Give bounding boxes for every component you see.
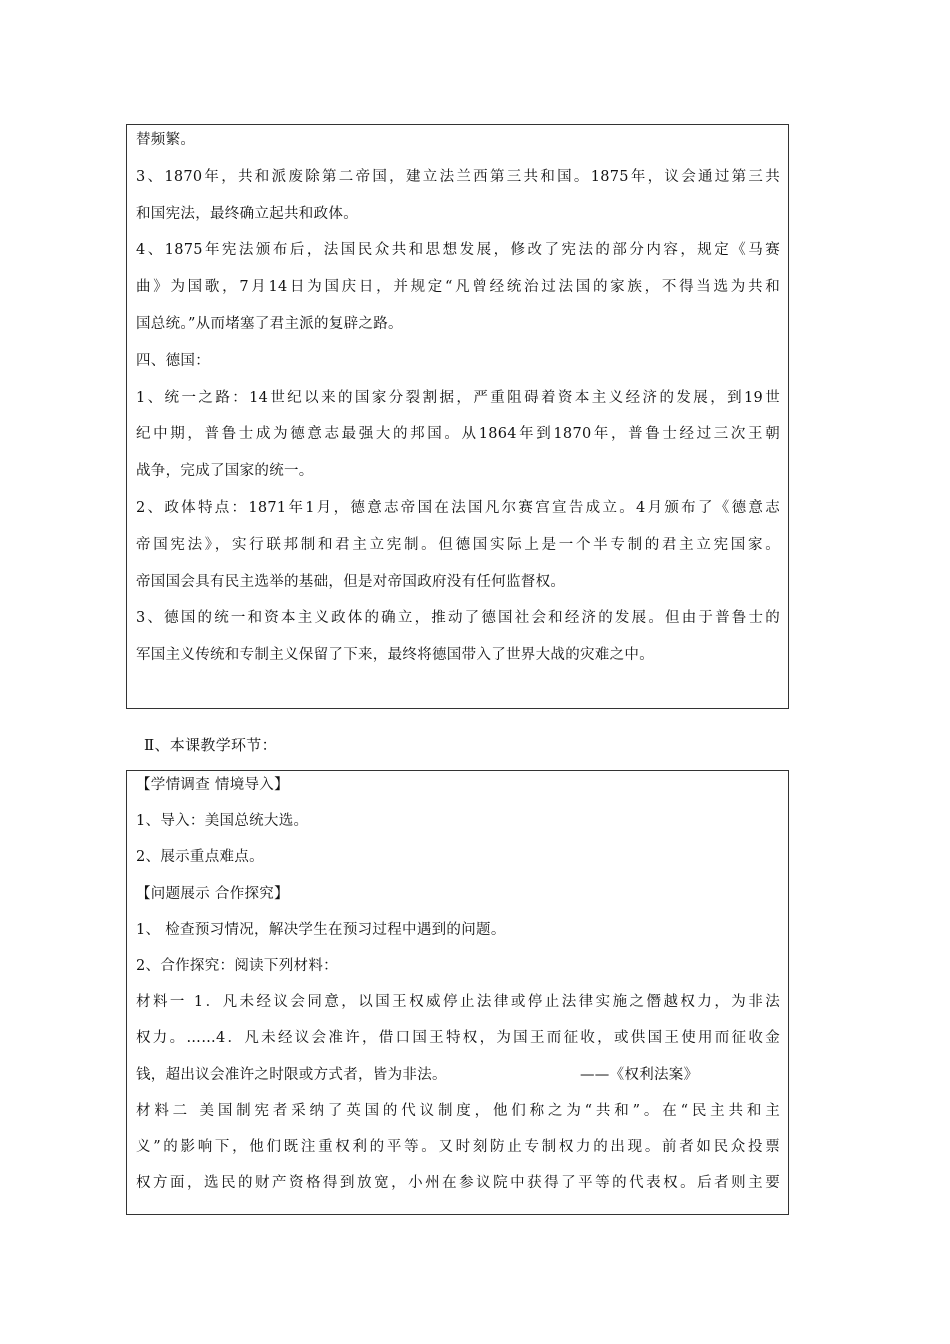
text-line: 1、导入：美国总统大选。 (136, 813, 309, 830)
text-line: 2、政体特点：1871年1月，德意志帝国在法国凡尔赛宫宣告成立。4月颁布了《德意志 (136, 499, 780, 516)
text-line: 纪中期，普鲁士成为德意志最强大的邦国。从1864年到1870年，普鲁士经过三次王朝 (136, 426, 780, 443)
text-line: 【问题展示 合作探究】 (136, 885, 289, 902)
text-line: 2、展示重点难点。 (136, 849, 264, 866)
text-line: 3、1870年，共和派废除第二帝国，建立法兰西第三共和国。1875年，议会通过第三共 (136, 168, 780, 185)
text-line: 1、 检查预习情况，解决学生在预习过程中遇到的问题。 (136, 921, 506, 938)
text-line: 材料二 美国制宪者采纳了英国的代议制度，他们称之为“共和”。在“民主共和主 (136, 1102, 780, 1119)
text-line: 4、1875年宪法颁布后，法国民众共和思想发展，修改了宪法的部分内容，规定《马赛 (136, 242, 780, 259)
text-line: 1、统一之路：14世纪以来的国家分裂割据，严重阻碍着资本主义经济的发展，到19世 (136, 389, 780, 406)
text-line: 曲》为国歌，7月14日为国庆日，并规定“凡曾经统治过法国的家族，不得当选为共和 (136, 279, 780, 296)
content-box-upper (126, 124, 789, 709)
content-box-lower (126, 770, 789, 1215)
section-heading: Ⅱ、本课教学环节： (144, 736, 277, 754)
text-line: 权力。……4．凡未经议会准许，借口国王特权，为国王而征收，或供国王使用而征收金 (136, 1030, 780, 1047)
text-line: 和国宪法，最终确立起共和政体。 (136, 205, 358, 222)
text-line: 权方面，选民的财产资格得到放宽，小州在参议院中获得了平等的代表权。后者则主要 (136, 1175, 780, 1192)
text-line: 国总统。”从而堵塞了君主派的复辟之路。 (136, 315, 403, 332)
text-line: 材料一 1．凡未经议会同意，以国王权威停止法律或停止法律实施之僭越权力，为非法 (136, 994, 780, 1011)
source-citation: ——《权利法案》 (580, 1066, 699, 1083)
text-line: 2、合作探究：阅读下列材料： (136, 957, 338, 974)
text-line (136, 1061, 780, 1097)
text-line-body: 钱，超出议会准许之时限或方式者，皆为非法。 (136, 1066, 447, 1083)
text-line: 帝国国会具有民主选举的基础，但是对帝国政府没有任何监督权。 (136, 573, 566, 590)
text-line: 3、德国的统一和资本主义政体的确立，推动了德国社会和经济的发展。但由于普鲁士的 (136, 610, 780, 627)
text-line: 【学情调查 情境导入】 (136, 777, 289, 793)
text-line: 帝国宪法》，实行联邦制和君主立宪制。但德国实际上是一个半专制的君主立宪国家。 (136, 536, 780, 553)
text-line: 战争，完成了国家的统一。 (136, 463, 314, 480)
text-line: 军国主义传统和专制主义保留了下来，最终将德国带入了世界大战的灾难之中。 (136, 647, 654, 664)
text-line: 义”的影响下，他们既注重权利的平等。又时刻防止专制权力的出现。前者如民众投票 (136, 1138, 780, 1155)
text-line: 四、德国： (136, 352, 210, 369)
text-line: 替频繁。 (136, 132, 196, 148)
